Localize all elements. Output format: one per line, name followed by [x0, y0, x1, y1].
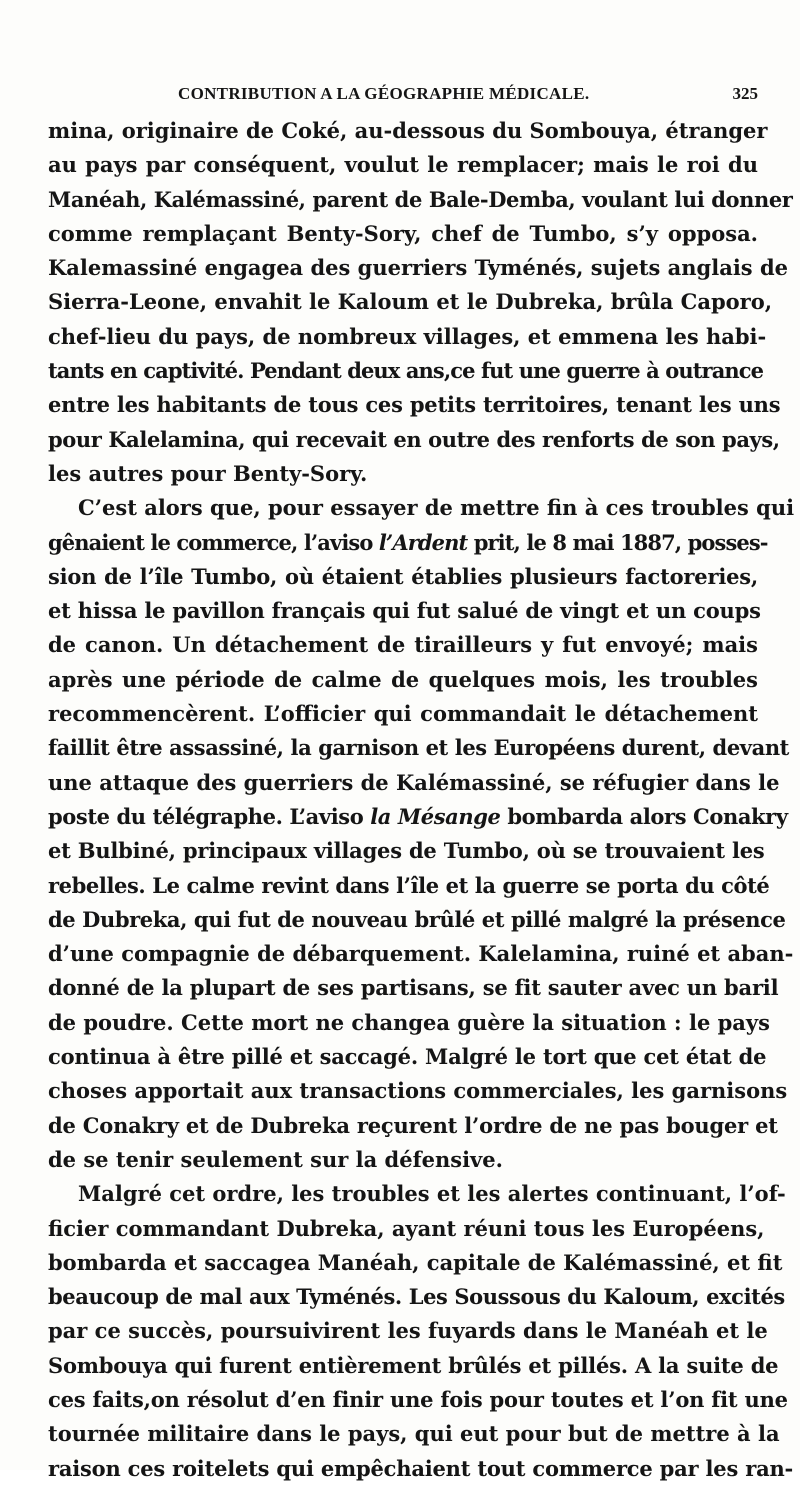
- text-line: entre les habitants de tous ces petits territoires, tenant les uns: [48, 392, 781, 418]
- page-number: 325: [732, 84, 758, 103]
- text-line: tants en captivité. Pendant deux ans,ce fut une guerre à outrance: [48, 358, 764, 384]
- text-line: faillit être assassiné, la garnison et les Européens durent, devant: [48, 735, 789, 761]
- text-line: de Conakry et de Dubreka reçurent l’ordre de ne pas bouger et: [48, 1112, 778, 1138]
- text-segment: bombarda alors Conakry: [500, 803, 788, 829]
- body-text: [48, 114, 795, 1486]
- text-line: et hissa le pavillon français qui fut salué de vingt et un coups: [48, 598, 761, 624]
- text-line: sion de l’île Tumbo, où étaient établies plusieurs factoreries,: [48, 563, 758, 589]
- text-line: pour Kalelamina, qui recevait en outre des renforts de son pays,: [48, 426, 780, 452]
- text-line: Sombouya qui furent entièrement brûlés et pillés. A la suite de: [48, 1352, 779, 1378]
- text-line: choses apportait aux transactions commerciales, les garnisons: [48, 1078, 788, 1104]
- paragraph-end-line: les autres pour Benty-Sory.: [48, 460, 368, 486]
- paragraph-end-line: de se tenir seulement sur la défensive.: [48, 1146, 503, 1172]
- text-line-with-italic: [48, 526, 768, 560]
- running-head: [48, 84, 760, 108]
- paragraph-start-line: Malgré cet ordre, les troubles et les alertes continuant, l’of-: [78, 1181, 786, 1207]
- text-line: Sierra-Leone, envahit le Kaloum et le Dubreka, brûla Caporo,: [48, 289, 773, 315]
- text-line: Manéah, Kalémassiné, parent de Bale-Demba, voulant lui donner: [48, 186, 793, 212]
- text-line: de Dubreka, qui fut de nouveau brûlé et pillé malgré la présence: [48, 906, 786, 932]
- text-line: au pays par conséquent, voulut le remplacer; mais le roi du: [48, 152, 758, 178]
- text-line: donné de la plupart de ses partisans, se fit sauter avec un baril: [48, 975, 779, 1001]
- text-line: une attaque des guerriers de Kalémassiné, se réfugier dans le: [48, 769, 780, 795]
- text-line: Kalemassiné engagea des guerriers Tyménés, sujets anglais de: [48, 255, 788, 281]
- text-line: d’une compagnie de débarquement. Kalelamina, ruiné et aban-: [48, 941, 794, 967]
- text-line: rebelles. Le calme revint dans l’île et la guerre se porta du côté: [48, 872, 770, 898]
- text-line: et Bulbiné, principaux villages de Tumbo, où se trouvaient les: [48, 838, 765, 864]
- text-line: tournée militaire dans le pays, qui eut pour but de mettre à la: [48, 1421, 780, 1447]
- text-line: raison ces roitelets qui empêchaient tout commerce par les ran-: [48, 1455, 794, 1481]
- ship-name-italic: l’Ardent: [378, 529, 468, 555]
- text-line: bombarda et saccagea Manéah, capitale de Kalémassiné, et fit: [48, 1249, 783, 1275]
- text-segment: poste du télégraphe. L’aviso: [48, 803, 371, 829]
- ship-name-italic: la Mésange: [370, 803, 501, 829]
- text-line: beaucoup de mal aux Tyménés. Les Soussous du Kaloum, excités: [48, 1284, 785, 1310]
- text-segment: gênaient le commerce, l’aviso: [48, 529, 379, 555]
- text-line-with-italic: [48, 800, 788, 834]
- text-segment: prit, le 8 mai 1887, posses-: [467, 529, 768, 555]
- text-line: ces faits,on résolut d’en finir une fois pour toutes et l’on fit une: [48, 1386, 788, 1412]
- text-line: comme remplaçant Benty-Sory, chef de Tumbo, s’y opposa.: [48, 220, 758, 246]
- text-line: ficier commandant Dubreka, ayant réuni tous les Européens,: [48, 1215, 765, 1241]
- text-line: de canon. Un détachement de tirailleurs y fut envoyé; mais: [48, 632, 758, 658]
- paragraph-start-line: C’est alors que, pour essayer de mettre fin à ces troubles qui: [78, 495, 795, 521]
- text-line: continua à être pillé et saccagé. Malgré le tort que cet état de: [48, 1044, 767, 1070]
- text-line: recommencèrent. L’officier qui commandait le détachement: [48, 701, 758, 727]
- text-line: mina, originaire de Coké, au-dessous du Sombouya, étranger: [48, 118, 768, 143]
- text-line: chef-lieu du pays, de nombreux villages, et emmena les habi-: [48, 323, 767, 349]
- text-line: après une période de calme de quelques mois, les troubles: [48, 666, 758, 692]
- running-title: CONTRIBUTION A LA GÉOGRAPHIE MÉDICALE.: [178, 84, 590, 103]
- text-line: par ce succès, poursuivirent les fuyards dans le Manéah et le: [48, 1318, 768, 1344]
- text-line: de poudre. Cette mort ne changea guère la situation : le pays: [48, 1009, 770, 1035]
